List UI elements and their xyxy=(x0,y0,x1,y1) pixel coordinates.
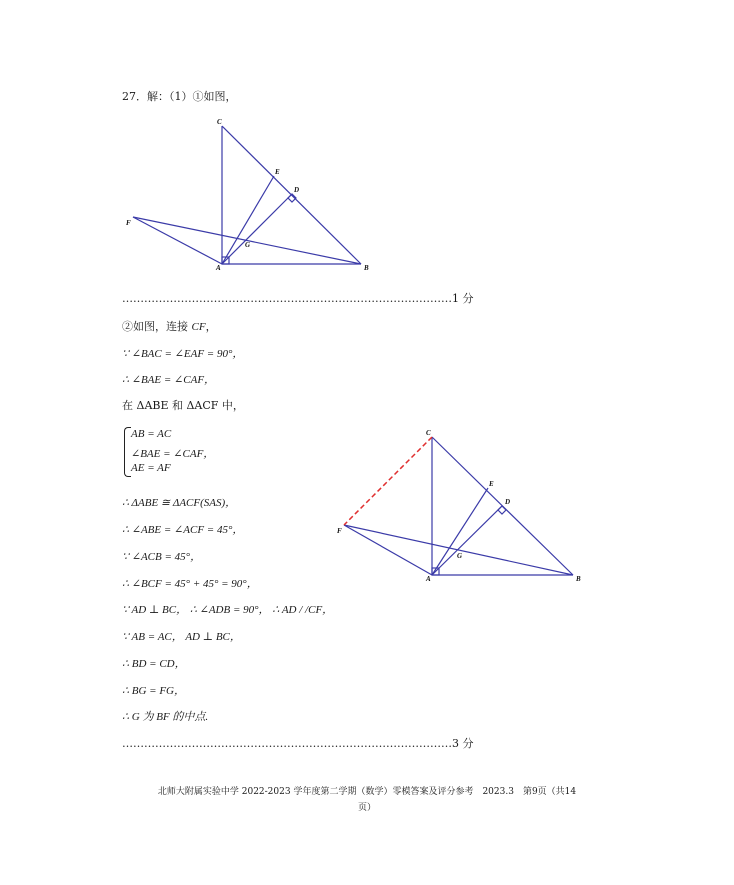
fig1-label-C: C xyxy=(217,118,222,126)
fig2-label-G: G xyxy=(457,552,463,560)
footer-line-1: 北师大附属实验中学 2022-2023 学年度第二学期（数学）零模答案及评分参考 2023.3 第9页（共14 xyxy=(157,787,577,797)
score1-value: 1 分 xyxy=(452,292,474,305)
fig1-label-A: A xyxy=(216,264,221,272)
step-10: ∴ BD = CD， xyxy=(122,658,186,670)
fig2-label-D: D xyxy=(505,498,511,506)
fig1-label-B: B xyxy=(364,264,369,272)
step-1: ∵ ∠BAC = ∠EAF = 90°， xyxy=(122,348,244,360)
fig1-label-D: D xyxy=(294,186,300,194)
footer-line-2: 页） xyxy=(357,803,376,813)
fig2-line-AF xyxy=(344,525,432,575)
part2-intro: ②如图，连接 CF， xyxy=(122,320,217,333)
step-7: ∴ ∠BCF = 45° + 45° = 90°， xyxy=(122,578,258,590)
fig1-label-E: E xyxy=(275,168,280,176)
problem-header: 27．解：（1）①如图， xyxy=(122,90,237,103)
fig2-label-C: C xyxy=(426,429,431,437)
step-2: ∴ ∠BAE = ∠CAF， xyxy=(122,374,216,386)
fig2-label-B: B xyxy=(576,575,581,583)
system-line-1: AB = AC xyxy=(131,428,172,440)
step-4: ∴ ΔABE ≅ ΔACF(SAS)， xyxy=(122,497,237,509)
score1-dots: ……………………………………………………………………………… xyxy=(122,292,452,305)
fig2-right-angle-D xyxy=(498,506,506,514)
fig1-label-G: G xyxy=(245,241,251,249)
fig2-label-A: A xyxy=(426,575,431,583)
score2-value: 3 分 xyxy=(452,737,474,750)
step-9: ∵ AB = AC， AD ⊥ BC， xyxy=(122,631,241,643)
step-12: ∴ G 为 BF 的中点. xyxy=(122,711,209,723)
fig1-label-F: F xyxy=(126,219,131,227)
fig2-line-AD xyxy=(432,506,502,575)
score-line-2 xyxy=(122,735,474,751)
step-5: ∴ ∠ABE = ∠ACF = 45°， xyxy=(122,524,244,536)
step-11: ∴ BG = FG， xyxy=(122,685,185,697)
system-line-2: ∠BAE = ∠CAF， xyxy=(131,448,215,460)
fig2-dashed-CF xyxy=(344,437,432,525)
step-6: ∵ ∠ACB = 45°， xyxy=(122,551,202,563)
step-8: ∵ AD ⊥ BC， ∴ ∠ADB = 90°， ∴ AD / /CF， xyxy=(122,604,334,616)
system-line-3: AE = AF xyxy=(131,462,171,474)
fig2-label-F: F xyxy=(337,527,342,535)
fig2-label-E: E xyxy=(489,480,494,488)
score2-dots: ……………………………………………………………………………… xyxy=(122,737,452,750)
fig2-line-FB xyxy=(344,525,573,575)
step-3: 在 ΔABE 和 ΔACF 中， xyxy=(122,399,244,412)
fig2-line-AE xyxy=(432,488,488,575)
